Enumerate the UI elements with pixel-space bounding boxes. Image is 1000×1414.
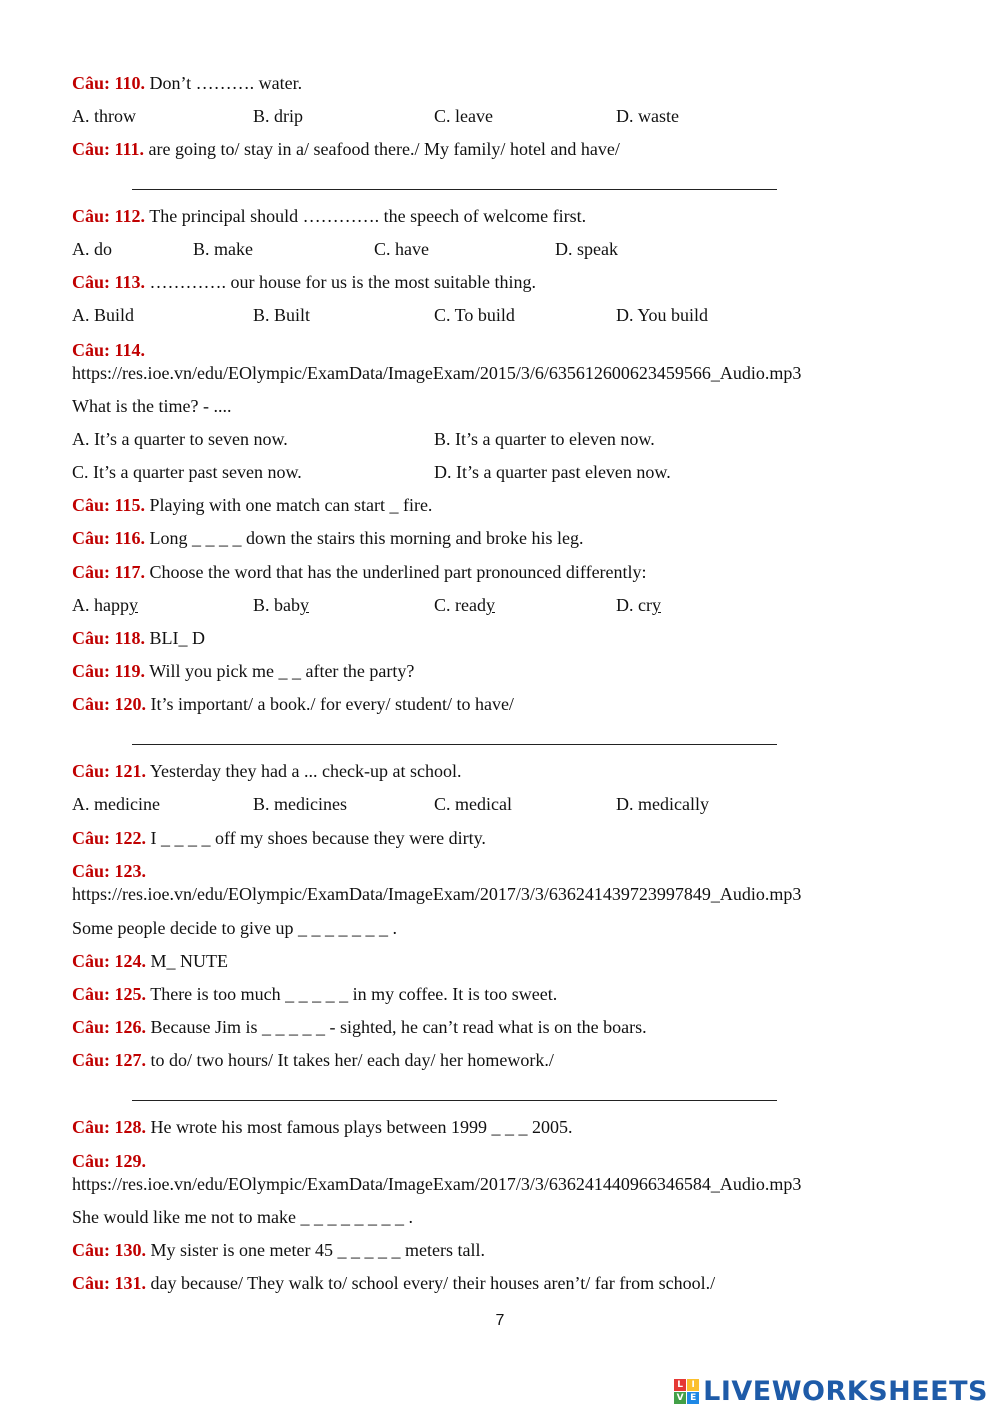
- question-label: Câu: 125.: [72, 984, 147, 1004]
- question-127: [72, 1049, 554, 1071]
- option-d: D. You build: [616, 305, 709, 325]
- question-text: are going to/ stay in a/ seafood there./ My family/ hotel and have/: [148, 139, 620, 159]
- question-text: Choose the word that has the underlined part pronounced differently:: [149, 562, 647, 582]
- question-114: [72, 339, 145, 361]
- question-label: Câu: 124.: [72, 951, 147, 971]
- question-label: Câu: 114.: [72, 340, 146, 360]
- option-d: D. cry: [616, 595, 661, 615]
- question-113: [72, 271, 536, 293]
- option-a: A. do: [72, 239, 112, 259]
- question-label: Câu: 113.: [72, 272, 146, 292]
- answer-line: [132, 1100, 777, 1101]
- question-prompt: Some people decide to give up _ _ _ _ _ _ _ .: [72, 918, 397, 938]
- question-label: Câu: 118.: [72, 628, 146, 648]
- option-c: C. To build: [434, 305, 515, 325]
- question-116: [72, 527, 583, 549]
- question-label: Câu: 112.: [72, 206, 146, 226]
- question-label: Câu: 110.: [72, 73, 146, 93]
- question-text: I _ _ _ _ off my shoes because they were dirty.: [150, 828, 486, 848]
- question-label: Câu: 116.: [72, 528, 146, 548]
- question-text: Don’t ………. water.: [149, 73, 303, 93]
- logo-cell-l: L: [674, 1379, 686, 1391]
- question-text: Playing with one match can start _ fire.: [149, 495, 433, 515]
- question-label: Câu: 115.: [72, 495, 146, 515]
- question-130: [72, 1239, 485, 1261]
- page-number: 7: [495, 1312, 505, 1329]
- question-label: Câu: 127.: [72, 1050, 147, 1070]
- option-d: D. medically: [616, 794, 709, 814]
- question-text: M_ NUTE: [150, 951, 229, 971]
- audio-link[interactable]: https://res.ioe.vn/edu/EOlympic/ExamData/ImageExam/2017/3/3/636241439723997849_Audio.mp3: [72, 884, 802, 904]
- option-c: C. It’s a quarter past seven now.: [72, 462, 302, 482]
- question-prompt: What is the time? - ....: [72, 396, 232, 416]
- question-label: Câu: 120.: [72, 694, 147, 714]
- question-text: to do/ two hours/ It takes her/ each day/ her homework./: [150, 1050, 554, 1070]
- option-a: A. happy: [72, 595, 138, 615]
- question-label: Câu: 117.: [72, 562, 146, 582]
- option-b: B. Built: [253, 305, 311, 325]
- option-a: A. It’s a quarter to seven now.: [72, 429, 288, 449]
- question-131: [72, 1272, 715, 1294]
- question-118: [72, 627, 205, 649]
- question-120: [72, 693, 514, 715]
- option-c: C. medical: [434, 794, 512, 814]
- question-text: The principal should …………. the speech of welcome first.: [149, 206, 587, 226]
- question-label: Câu: 111.: [72, 139, 145, 159]
- question-121: [72, 760, 461, 782]
- question-122: [72, 827, 486, 849]
- question-label: Câu: 128.: [72, 1117, 147, 1137]
- audio-link[interactable]: https://res.ioe.vn/edu/EOlympic/ExamData/ImageExam/2017/3/3/636241440966346584_Audio.mp3: [72, 1174, 802, 1194]
- question-label: Câu: 130.: [72, 1240, 147, 1260]
- option-b: B. make: [193, 239, 253, 259]
- audio-link[interactable]: https://res.ioe.vn/edu/EOlympic/ExamData/ImageExam/2015/3/6/635612600623459566_Audio.mp3: [72, 363, 802, 383]
- question-text: BLI_ D: [149, 628, 206, 648]
- liveworksheets-logo[interactable]: [674, 1374, 988, 1408]
- option-a: A. throw: [72, 106, 136, 126]
- question-label: Câu: 121.: [72, 761, 147, 781]
- question-label: Câu: 119.: [72, 661, 146, 681]
- option-d: D. speak: [555, 239, 618, 259]
- question-119: [72, 660, 414, 682]
- logo-cell-e: E: [687, 1392, 699, 1404]
- liveworksheets-icon: [674, 1379, 699, 1404]
- question-125: [72, 983, 557, 1005]
- question-129: [72, 1150, 146, 1172]
- question-text: There is too much _ _ _ _ _ in my coffee. It is too sweet.: [150, 984, 558, 1004]
- question-111: [72, 138, 620, 160]
- question-124: [72, 950, 228, 972]
- option-b: B. It’s a quarter to eleven now.: [434, 429, 655, 449]
- option-b: B. drip: [253, 106, 304, 126]
- question-110: [72, 72, 302, 94]
- option-d: D. It’s a quarter past eleven now.: [434, 462, 671, 482]
- answer-line: [132, 189, 777, 190]
- question-prompt: She would like me not to make _ _ _ _ _ _ _ _ .: [72, 1207, 413, 1227]
- question-text: Yesterday they had a ... check-up at school.: [149, 761, 462, 781]
- question-text: day because/ They walk to/ school every/ their houses aren’t/ far from school./: [150, 1273, 716, 1293]
- question-label: Câu: 122.: [72, 828, 147, 848]
- question-text: He wrote his most famous plays between 1999 _ _ _ 2005.: [150, 1117, 573, 1137]
- option-d: D. waste: [616, 106, 679, 126]
- question-label: Câu: 123.: [72, 861, 147, 881]
- question-115: [72, 494, 432, 516]
- question-text: My sister is one meter 45 _ _ _ _ _ meters tall.: [150, 1240, 485, 1260]
- logo-cell-v: V: [674, 1392, 686, 1404]
- question-text: …………. our house for us is the most suitable thing.: [149, 272, 536, 292]
- question-text: It’s important/ a book./ for every/ student/ to have/: [150, 694, 514, 714]
- option-b: B. baby: [253, 595, 309, 615]
- question-label: Câu: 129.: [72, 1151, 147, 1171]
- question-123: [72, 860, 146, 882]
- question-text: Will you pick me _ _ after the party?: [149, 661, 415, 681]
- option-c: C. ready: [434, 595, 495, 615]
- question-126: [72, 1016, 647, 1038]
- logo-cell-i: I: [687, 1379, 699, 1391]
- question-112: [72, 205, 586, 227]
- question-text: Long _ _ _ _ down the stairs this morning and broke his leg.: [149, 528, 584, 548]
- option-b: B. medicines: [253, 794, 347, 814]
- answer-line: [132, 744, 777, 745]
- question-label: Câu: 131.: [72, 1273, 147, 1293]
- option-c: C. have: [374, 239, 429, 259]
- option-a: A. medicine: [72, 794, 160, 814]
- question-117: [72, 561, 647, 583]
- question-text: Because Jim is _ _ _ _ _ - sighted, he can’t read what is on the boars.: [150, 1017, 647, 1037]
- question-128: [72, 1116, 572, 1138]
- option-a: A. Build: [72, 305, 135, 325]
- logo-text: LIVEWORKSHEETS: [703, 1375, 988, 1407]
- option-c: C. leave: [434, 106, 493, 126]
- question-label: Câu: 126.: [72, 1017, 147, 1037]
